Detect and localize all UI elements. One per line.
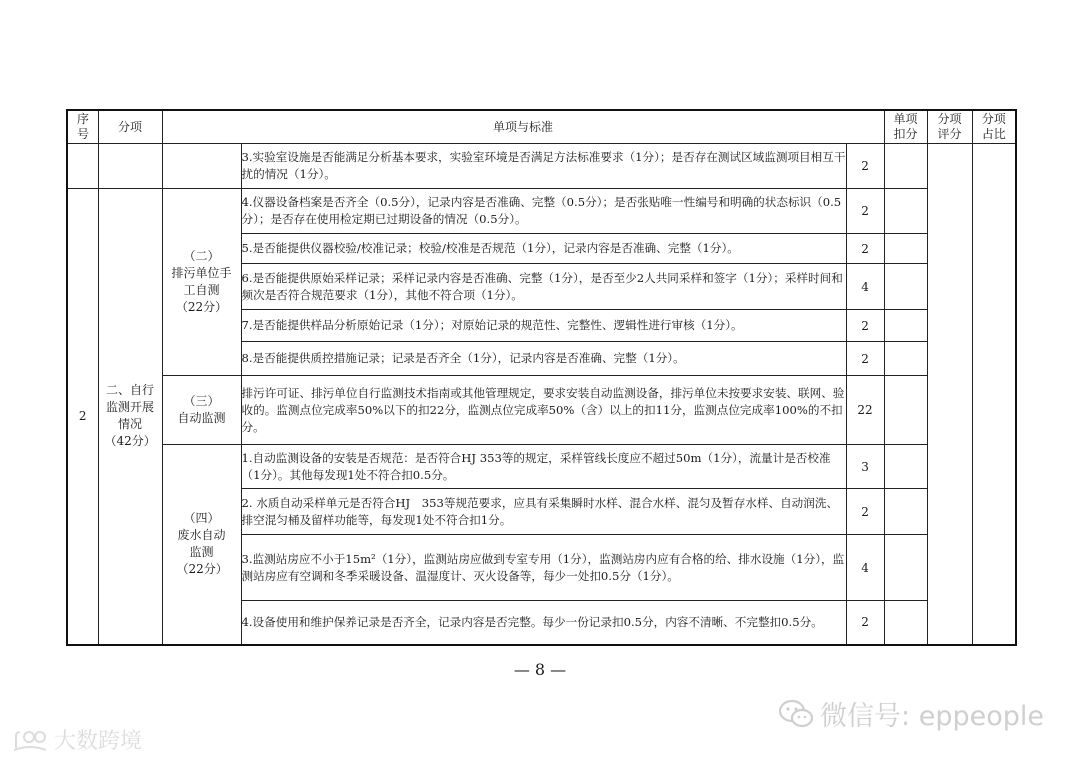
item-text: 4.仪器设备档案是否齐全（0.5分），记录内容是否准确、完整（0.5分）；是否张贴唯一性编号和明确的状态标识（0.5分）；是否存在使用检定期已过期设备的情况（0.5分）。 — [241, 189, 846, 234]
deduct-cell[interactable] — [884, 234, 927, 264]
header-category: 分项 — [98, 110, 162, 144]
item-score: 4 — [846, 535, 884, 601]
table-row — [67, 189, 1016, 234]
header-standard: 单项与标准 — [162, 110, 884, 144]
item-score: 2 — [846, 189, 884, 234]
deduct-cell[interactable] — [884, 144, 927, 189]
page-number: — 8 — — [513, 660, 567, 679]
deduct-cell[interactable] — [884, 376, 927, 445]
item-text: 3.实验室设施是否能满足分析基本要求，实验室环境是否满足方法标准要求（1分）；是否存在测试区域监测项目相互干扰的情况（1分）。 — [241, 144, 846, 189]
item-score: 22 — [846, 376, 884, 445]
brand-name: 大数跨境 — [54, 729, 143, 754]
item-score: 2 — [846, 310, 884, 342]
sub-name: 废水自动监测 — [177, 528, 226, 560]
wechat-id: 微信号: eppeople — [820, 701, 1044, 732]
sub-num: （四） — [183, 511, 220, 526]
item-score: 4 — [846, 264, 884, 310]
header-score: 分项评分 — [927, 110, 972, 144]
table-row — [67, 445, 1016, 489]
item-text: 1.自动监测设备的安装是否规范：是否符合HJ 353等的规定，采样管线长度应不超过50m（1分），流量计是否校准（1分）。其他每发现1处不符合扣0.5分。 — [241, 445, 846, 489]
evaluation-table — [66, 109, 1017, 646]
item-score: 2 — [846, 489, 884, 535]
deduct-cell[interactable] — [884, 601, 927, 645]
header-deduct: 单项扣分 — [884, 110, 927, 144]
header-ratio: 分项占比 — [972, 110, 1016, 144]
deduct-cell[interactable] — [884, 264, 927, 310]
deduct-cell[interactable] — [884, 342, 927, 376]
item-text: 3.监测站房应不小于15m²（1分），监测站房应做到专室专用（1分），监测站房内应有合格的给、排水设施（1分），监测站房应有空调和冬季采暖设备、温湿度计、灭火设备等，每少一处扣0.5分（1分）。 — [241, 535, 846, 601]
item-text: 6.是否能提供原始采样记录；采样记录内容是否准确、完整（1分），是否至少2人共同采样和签字（1分）；采样时间和频次是否符合规范要求（1分），其他不符合项（1分）。 — [241, 264, 846, 310]
item-text: 8.是否能提供质控措施记录；记录是否齐全（1分），记录内容是否准确、完整（1分）。 — [241, 342, 846, 376]
item-score: 2 — [846, 144, 884, 189]
wechat-watermark — [778, 694, 1044, 733]
sub-name: 自动监测 — [177, 411, 226, 425]
header-seq: 序号 — [67, 110, 98, 144]
brand-logo-icon — [10, 728, 50, 752]
item-score: 2 — [846, 601, 884, 645]
subcategory-manual — [162, 189, 241, 376]
sub-name: 排污单位手工自测 — [171, 266, 232, 297]
sub-points: （22分） — [175, 300, 228, 314]
item-score: 2 — [846, 234, 884, 264]
table-row — [67, 376, 1016, 445]
item-text: 2. 水质自动采样单元是否符合HJ 353等规范要求，应具有采集瞬时水样、混合水样、混匀及暂存水样、自动润洗、排空混匀桶及留样功能等，每发现1处不符合扣1分。 — [241, 489, 846, 535]
item-text: 7.是否能提供样品分析原始记录（1分）；对原始记录的规范性、完整性、逻辑性进行审核（1分）。 — [241, 310, 846, 342]
category-ratio-cell[interactable] — [972, 144, 1016, 645]
sub-num: （二） — [183, 249, 220, 263]
deduct-cell[interactable] — [884, 535, 927, 601]
deduct-cell[interactable] — [884, 489, 927, 535]
deduct-cell[interactable] — [884, 310, 927, 342]
item-text: 5.是否能提供仪器校验/校准记录；校验/校准是否规范（1分），记录内容是否准确、完整（1分）。 — [241, 234, 846, 264]
sub-points: （22分） — [176, 562, 228, 577]
sub-num: （三） — [183, 394, 220, 408]
deduct-cell[interactable] — [884, 189, 927, 234]
category-main: 二、自行监测开展情况（42分） — [98, 189, 162, 645]
seq-number: 2 — [67, 189, 98, 645]
item-text: 4.设备使用和维护保养记录是否齐全，记录内容是否完整。每少一份记录扣0.5分，内容不清晰、不完整扣0.5分。 — [241, 601, 846, 645]
item-score: 2 — [846, 342, 884, 376]
item-text: 排污许可证、排污单位自行监测技术指南或其他管理规定，要求安装自动监测设备，排污单位未按要求安装、联网、验收的。监测点位完成率50%以下的扣22分，监测点位完成率50%（含）以上的扣11分，监测点位完成率100%的不扣分。 — [241, 376, 846, 445]
wechat-icon — [778, 699, 814, 729]
deduct-cell[interactable] — [884, 445, 927, 489]
subcategory-auto — [162, 376, 241, 445]
brand-watermark — [10, 724, 142, 755]
subcategory-wastewater — [162, 445, 241, 645]
table-header-row — [67, 110, 1016, 144]
item-score: 3 — [846, 445, 884, 489]
table-row — [67, 144, 1016, 189]
category-score-cell[interactable] — [927, 144, 972, 645]
